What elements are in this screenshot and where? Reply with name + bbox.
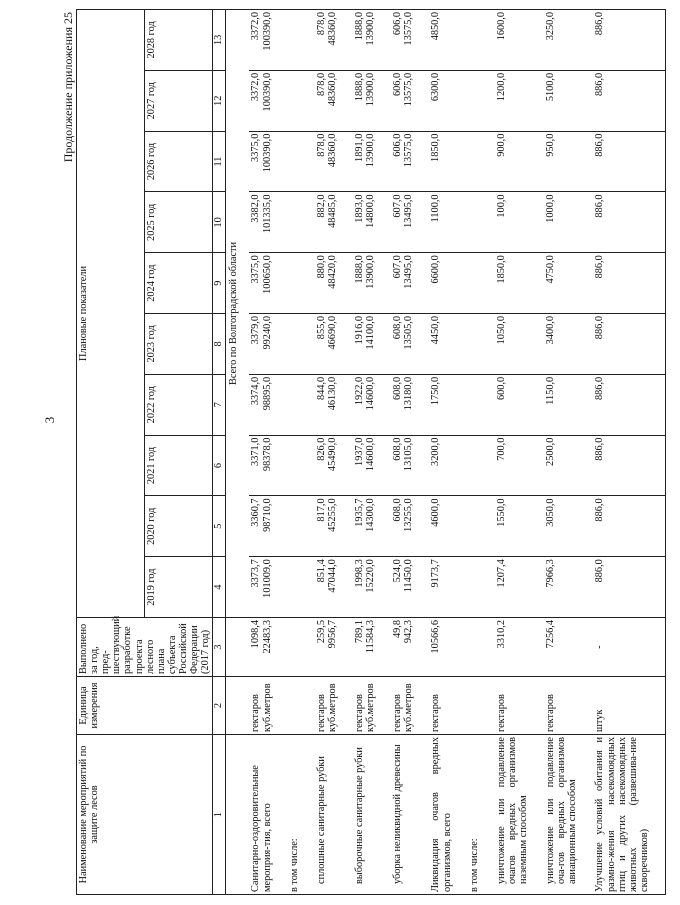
row-value: 3373,7 101009,0 [249, 557, 273, 618]
row-value: 886,0 [593, 314, 651, 375]
column-number: 1 [213, 735, 226, 895]
row-value: 1937,0 14600,0 [353, 435, 377, 496]
forest-protection-table [76, 9, 666, 895]
row-value [288, 496, 301, 557]
table-row [544, 9, 579, 894]
row-value [288, 9, 301, 70]
row-value: 886,0 [593, 496, 651, 557]
row-done: 259,5 9956,7 [315, 618, 339, 677]
column-number: 8 [213, 314, 226, 375]
row-value: 1050,0 [495, 314, 530, 375]
row-value: 878,0 48360,0 [315, 70, 339, 131]
header-year: 2025 год [145, 192, 213, 253]
header-year: 2023 год [145, 314, 213, 375]
row-value: 1922,0 14600,0 [353, 374, 377, 435]
row-value: 851,4 47044,0 [315, 557, 339, 618]
row-value: 878,0 48360,0 [315, 131, 339, 192]
column-number: 11 [213, 131, 226, 192]
row-value: 600,0 [495, 374, 530, 435]
row-value [288, 70, 301, 131]
row-unit: гектаров [429, 677, 453, 735]
row-value: 6300,0 [429, 70, 453, 131]
column-number: 12 [213, 70, 226, 131]
table-row [429, 9, 453, 894]
row-value: 4450,0 [429, 314, 453, 375]
row-value [468, 557, 481, 618]
row-value: 524,0 11450,0 [391, 557, 415, 618]
row-done [468, 618, 481, 677]
row-value: 608,0 13255,0 [391, 496, 415, 557]
row-value [468, 131, 481, 192]
row-name: в том числе: [468, 735, 481, 895]
row-name: уборка неликвидной древесины [391, 735, 415, 895]
column-number: 3 [213, 618, 226, 677]
row-value: 700,0 [495, 435, 530, 496]
row-value [288, 253, 301, 314]
row-value: 4750,0 [544, 253, 579, 314]
row-done [288, 618, 301, 677]
row-unit: гектаров куб.метров [249, 677, 273, 735]
page-number: 3 [42, 416, 57, 424]
row-value: 886,0 [593, 9, 651, 70]
row-value: 3379,0 99240,0 [249, 314, 273, 375]
row-value: 1998,3 15220,0 [353, 557, 377, 618]
row-value: 855,0 46690,0 [315, 314, 339, 375]
row-value: 886,0 [593, 192, 651, 253]
row-value: 3372,0 100390,0 [249, 9, 273, 70]
section-title: Всего по Волгоградской области [226, 9, 250, 617]
row-value: 1550,0 [495, 496, 530, 557]
row-done: 1098,4 22483,3 [249, 618, 273, 677]
row-done: 49,8 942,3 [391, 618, 415, 677]
row-value: 880,0 48420,0 [315, 253, 339, 314]
row-value: 1891,0 13900,0 [353, 131, 377, 192]
row-value: 1207,4 [495, 557, 530, 618]
row-name: Ликвидация очагов вредных организмов, всего [429, 735, 453, 895]
row-value: 5100,0 [544, 70, 579, 131]
row-value: 606,0 13575,0 [391, 131, 415, 192]
row-value: 608,0 13105,0 [391, 435, 415, 496]
row-value: 3360,7 98710,0 [249, 496, 273, 557]
row-value: 1893,0 14800,0 [353, 192, 377, 253]
table-row [353, 9, 377, 894]
row-value: 1935,7 14300,0 [353, 496, 377, 557]
row-value: 1100,0 [429, 192, 453, 253]
row-value [468, 192, 481, 253]
column-number: 13 [213, 9, 226, 70]
row-unit [288, 677, 301, 735]
row-value: 3250,0 [544, 9, 579, 70]
row-value: 1850,0 [429, 131, 453, 192]
rotated-table-page [60, 10, 680, 895]
header-year: 2028 год [145, 9, 213, 70]
row-value [468, 374, 481, 435]
table-row [391, 9, 415, 894]
row-value: 1200,0 [495, 70, 530, 131]
table-row [468, 9, 481, 894]
header-year: 2027 год [145, 70, 213, 131]
row-name: Санитарно-оздоровительные мероприя-тия, всего [249, 735, 273, 895]
header-year: 2024 год [145, 253, 213, 314]
row-value [288, 557, 301, 618]
row-unit: гектаров куб.метров [391, 677, 415, 735]
row-value: 886,0 [593, 253, 651, 314]
row-value: 606,0 13575,0 [391, 9, 415, 70]
row-value: 607,0 13495,0 [391, 253, 415, 314]
row-value [468, 70, 481, 131]
row-unit: штук [593, 677, 651, 735]
row-name: уничтожение или подавление очагов вредных организмов наземным способом [495, 735, 530, 895]
column-number: 7 [213, 374, 226, 435]
row-value [288, 314, 301, 375]
row-value: 4600,0 [429, 496, 453, 557]
row-value [288, 374, 301, 435]
row-value: 1888,0 13900,0 [353, 9, 377, 70]
row-value: 900,0 [495, 131, 530, 192]
row-value: 607,0 13495,0 [391, 192, 415, 253]
row-value: 3375,0 100390,0 [249, 131, 273, 192]
row-value: 3375,0 100650,0 [249, 253, 273, 314]
row-value: 826,0 45490,0 [315, 435, 339, 496]
row-value: 1888,0 13900,0 [353, 253, 377, 314]
row-value: 3374,0 98895,0 [249, 374, 273, 435]
row-value: 1888,0 13900,0 [353, 70, 377, 131]
row-done: 789,1 11584,3 [353, 618, 377, 677]
table-row [495, 9, 530, 894]
row-done: 10566,6 [429, 618, 453, 677]
header-year: 2019 год [145, 557, 213, 618]
row-value: 606,0 13575,0 [391, 70, 415, 131]
row-value [288, 435, 301, 496]
row-name: выборочные санитарные рубки [353, 735, 377, 895]
row-done: 3310,2 [495, 618, 530, 677]
row-value: 878,0 48360,0 [315, 9, 339, 70]
header-done: Выполнено за год, пред-шествующий разработке проекта лесного плана субъекта Российской Федерации (2017 год) [77, 618, 213, 677]
row-value: 3050,0 [544, 496, 579, 557]
row-value [468, 9, 481, 70]
row-value: 100,0 [495, 192, 530, 253]
row-value: 608,0 13505,0 [391, 314, 415, 375]
row-value: 9173,7 [429, 557, 453, 618]
header-unit: Единица измерения [77, 677, 213, 735]
row-value: 4850,0 [429, 9, 453, 70]
row-unit [468, 677, 481, 735]
row-unit: гектаров куб.метров [353, 677, 377, 735]
table-row [249, 9, 273, 894]
header-year: 2026 год [145, 131, 213, 192]
table-row [315, 9, 339, 894]
row-value: 3371,0 98378,0 [249, 435, 273, 496]
row-value [468, 314, 481, 375]
row-value: 844,0 46130,0 [315, 374, 339, 435]
row-name: уничтожение или подавление оча-гов вредных организмов авиационным способом [544, 735, 579, 895]
row-value [468, 496, 481, 557]
row-unit: гектаров [495, 677, 530, 735]
row-value: 1600,0 [495, 9, 530, 70]
row-value: 950,0 [544, 131, 579, 192]
header-name: Наименование мероприятий по защите лесов [77, 735, 213, 895]
row-value: 1750,0 [429, 374, 453, 435]
row-value: 3400,0 [544, 314, 579, 375]
appendix-caption: Продолжение приложения 25 [61, 12, 75, 163]
column-number: 4 [213, 557, 226, 618]
column-number: 5 [213, 496, 226, 557]
table-body [226, 9, 666, 894]
row-value: 1150,0 [544, 374, 579, 435]
column-number: 10 [213, 192, 226, 253]
row-value: 882,0 48485,0 [315, 192, 339, 253]
row-value [288, 192, 301, 253]
row-unit: гектаров [544, 677, 579, 735]
column-number: 9 [213, 253, 226, 314]
row-value: 3372,0 100390,0 [249, 70, 273, 131]
row-value [468, 253, 481, 314]
row-done: - [593, 618, 651, 677]
column-number: 6 [213, 435, 226, 496]
header-year: 2021 год [145, 435, 213, 496]
row-value: 817,0 45255,0 [315, 496, 339, 557]
row-value: 1000,0 [544, 192, 579, 253]
row-value: 1916,0 14100,0 [353, 314, 377, 375]
row-value [468, 435, 481, 496]
header-planned: Плановые показатели [77, 9, 145, 617]
row-value: 3200,0 [429, 435, 453, 496]
row-value: 6600,0 [429, 253, 453, 314]
column-number: 2 [213, 677, 226, 735]
header-year: 2020 год [145, 496, 213, 557]
table-row [593, 9, 651, 894]
table-row [288, 9, 301, 894]
row-name: сплошные санитарные рубки [315, 735, 339, 895]
row-value: 886,0 [593, 557, 651, 618]
row-value: 2500,0 [544, 435, 579, 496]
row-value: 7966,3 [544, 557, 579, 618]
row-done: 7256,4 [544, 618, 579, 677]
row-name: Улучшение условий обитания и размно-жения насекомоядных птиц и других насекомоядных животных (развешива-ние скворечников) [593, 735, 651, 895]
row-value [288, 131, 301, 192]
row-value: 1850,0 [495, 253, 530, 314]
column-numbers-row [213, 9, 226, 894]
row-value: 886,0 [593, 374, 651, 435]
row-value: 886,0 [593, 70, 651, 131]
row-value: 608,0 13180,0 [391, 374, 415, 435]
header-year: 2022 год [145, 374, 213, 435]
row-value: 3382,0 101335,0 [249, 192, 273, 253]
row-value: 886,0 [593, 435, 651, 496]
row-unit: гектаров куб.метров [315, 677, 339, 735]
row-name: в том числе: [288, 735, 301, 895]
row-value: 886,0 [593, 131, 651, 192]
